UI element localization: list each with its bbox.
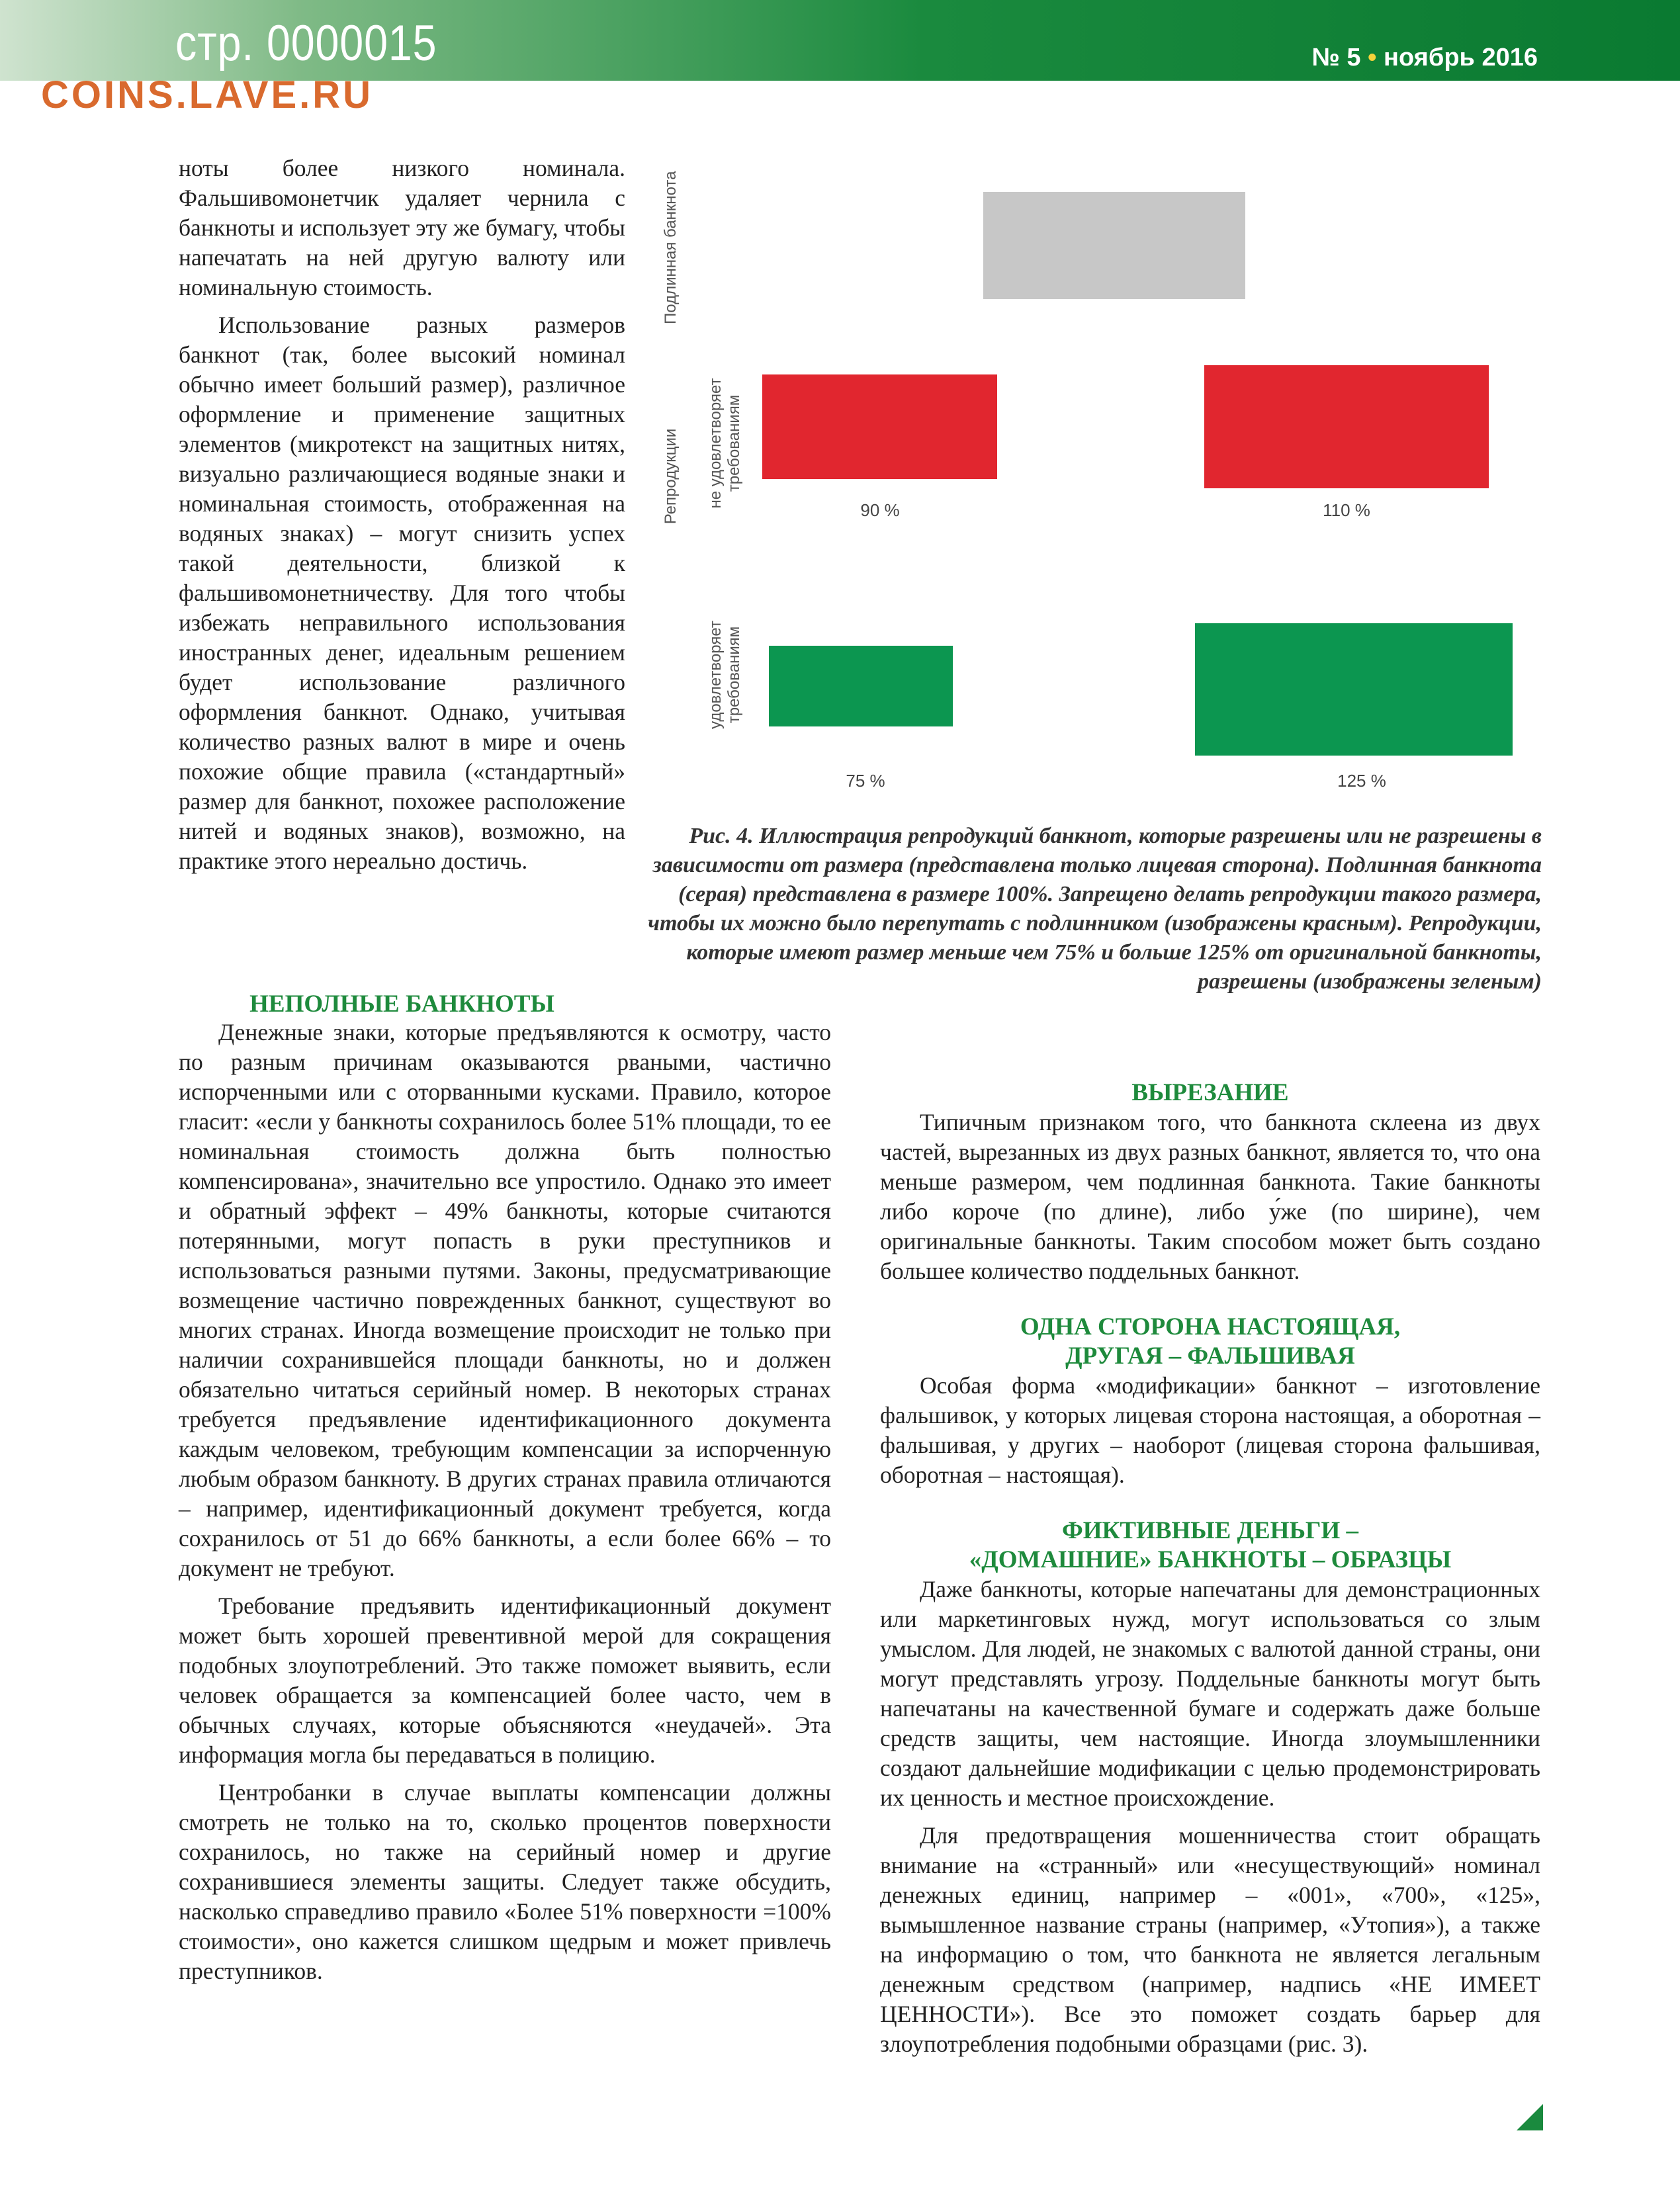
paragraph: Требование предъявить идентификационный документ может быть хорошей превентивной мерой для сокращения подобных злоупотреблений. Это также поможет выявить, если человек обращается за компенсацией более часто, чем в обычных случаях, которые объясняются «неудачей». Эта информация могла бы передаваться в полицию. — [179, 1593, 831, 1768]
heading-fictive-line2: «ДОМАШНИЕ» БАНКНОТЫ – ОБРАЗЦЫ — [969, 1546, 1452, 1573]
heading-fictive-line1: ФИКТИВНЫЕ ДЕНЬГИ – — [1061, 1517, 1358, 1544]
bar-label-75: 75 % — [846, 771, 885, 791]
label-ok: удовлетворяет требованиям — [707, 621, 743, 729]
bar-reproduction-90 — [762, 374, 997, 479]
page-number: стр. 0000015 — [175, 15, 437, 71]
paragraph: Для предотвращения мошенничества стоит обращать внимание на «странный» или «несуществующий» номинал денежных единиц, например – «001», «700», «125», вымышленное название страны (например, «Утопия»), а также на информацию о том, что банкнота не является легальным денежным средством (например, надпись «НЕ ИМЕЕТ ЦЕННОСТИ»). Все это поможет создать барьер для злоупотребления подобными образцами (рис. 3). — [880, 1822, 1540, 2057]
bar-label-110: 110 % — [1323, 500, 1370, 520]
figure-caption: Рис. 4. Иллюстрация репродукций банкнот, которые разрешены или не разрешены в зависимости от размера (представлена только лицевая сторона). Подлинная банкнота (серая) представлена в размере 100%. Запрещено делать репродукции такого размера, чтобы их можно было перепутать с подлинником (изображены красным). Репродукции, которые имеют размер меньше чем 75% и больше 125% от оригинальной банкноты, разрешены (изображены зеленым) — [648, 824, 1542, 994]
figure-banknote-sizes — [655, 152, 1545, 814]
paragraph: Особая форма «модификации» банкнот – изготовление фальшивок, у которых лицевая сторона настоящая, а оборотная – фальшивая, у других – наоборот (лицевая сторона фальшивая, оборотная – настоящая). — [880, 1372, 1540, 1488]
label-genuine: Подлинная банкнота — [662, 171, 680, 324]
bar-reproduction-110 — [1204, 365, 1489, 488]
bar-reproduction-125 — [1195, 623, 1513, 756]
label-reproductions: Репродукции — [662, 428, 680, 525]
issue-date: ноябрь 2016 — [1384, 44, 1538, 71]
heading-cutting: ВЫРЕЗАНИЕ — [1131, 1079, 1289, 1106]
bar-label-90: 90 % — [860, 500, 900, 520]
page-corner-arrow-icon — [1517, 2104, 1543, 2130]
section-heading: НЕПОЛНЫЕ БАНКНОТЫ — [249, 990, 554, 1018]
left-column-bottom — [179, 1018, 831, 1986]
paragraph: Даже банкноты, которые напечатаны для демонстрационных или маркетинговых нужд, могут использоваться со злым умыслом. Для людей, не знакомых с валютой данной страны, они могут представлять угрозу. Поддельные банкноты могут быть напечатаны на качественной бумаге и содержать даже больше средств защиты, чем настоящие. Иногда злоумышленники создают дальнейшие модификации с целью продемонстрировать их ценность и местное происхождение. — [880, 1576, 1540, 1811]
heading-one-side-line1: ОДНА СТОРОНА НАСТОЯЩАЯ, — [1020, 1313, 1401, 1340]
heading-incomplete-banknotes — [179, 990, 625, 1019]
bar-genuine-100 — [983, 192, 1245, 299]
paragraph: Денежные знаки, которые предъявляются к осмотру, часто по разным причинам оказываются рваными, частично испорченными или с оторванными кусками. Правило, которое гласит: «если у банкноты сохранилось более 51% площади, то ее номинальная стоимость должна быть полностью компенсирована», значительно все упростило. Однако это имеет и обратный эффект – 49% банкноты, которые считаются потерянными, могут попасть в руки преступников и использоваться разными путями. Законы, предусматривающие возмещение частично поврежденных банкнот, существуют во многих странах. Иногда возмещение происходит не только при наличии сохранившейся площади банкноты, но и должен обязательно читаться серийный номер. В некоторых странах требуется предъявление идентификационного документа каждым человеком, требующим компенсации за испорченную любым образом банкноту. В других странах правила отличаются – например, идентификационный документ требуется, когда сохранилось от 51 до 66% банкноты, а если более 66% – то документ не требуют. — [179, 1019, 831, 1581]
paragraph: Центробанки в случае выплаты компенсации должны смотреть не только на то, сколько процентов поверхности сохранилось, но также на серийный номер и другие сохранившиеся элементы защиты. Следует также обсудить, насколько справедливо правило «Более 51% поверхности =100% стоимости», оно кажется слишком щедрым и может привлечь преступников. — [179, 1779, 831, 1984]
bar-label-125: 125 % — [1337, 771, 1386, 791]
issue-separator-dot: • — [1368, 44, 1377, 71]
site-watermark: COINS.LAVE.RU — [41, 73, 374, 116]
label-not-ok: не удовлетворяет требованиям — [707, 378, 743, 509]
bar-reproduction-75 — [769, 646, 953, 726]
paragraph: ноты более низкого номинала. Фальшивомонетчик удаляет чернила с банкноты и использует эту же бумагу, чтобы напечатать на ней другую валюту или номинальную стоимость. — [179, 155, 625, 300]
issue-label — [1312, 44, 1538, 72]
paragraph: Типичным признаком того, что банкнота склеена из двух частей, вырезанных из двух разных банкнот, является то, что она меньше размером, чем подлинная банкнота. Такие банкноты либо короче (по длине), либо у́же (по ширине), чем оригинальные банкноты. Таким способом может быть создано большее количество поддельных банкнот. — [880, 1109, 1540, 1284]
paragraph: Использование разных размеров банкнот (так, более высокий номинал обычно имеет больший размер), различное оформление и применение защитных элементов (микротекст на защитных нитях, визуально различающиеся водяные знаки и номинальная стоимость, отображенная на водяных знаках) – могут снизить успех такой деятельности, близкой к фальшивомонетничеству. Для того чтобы избежать неправильного использования иностранных денег, идеальным решением будет использование различного оформления банкнот. Однако, учитывая количество разных валют в мире и очень похожие общие правила («стандартный» размер для банкнот, похожее расположение нитей и водяных знаков), возможно, на практике этого нереально достичь. — [179, 312, 625, 874]
left-column-top — [179, 153, 625, 876]
issue-number: № 5 — [1311, 44, 1361, 71]
right-column — [880, 1078, 1540, 2059]
heading-one-side-line2: ДРУГАЯ – ФАЛЬШИВАЯ — [1065, 1342, 1355, 1370]
